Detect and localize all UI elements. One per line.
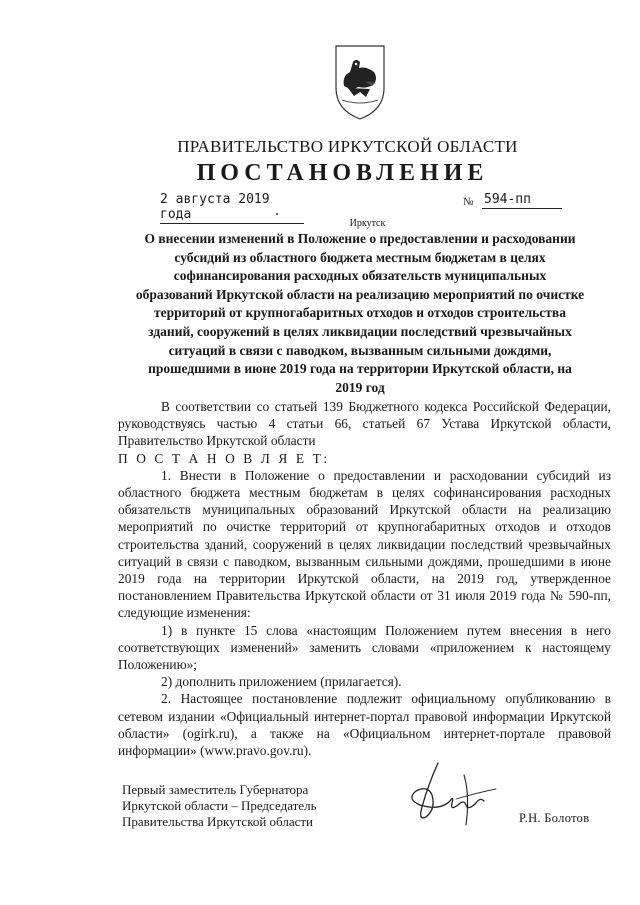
decree-word: П О С Т А Н О В Л Я Е Т: xyxy=(118,450,330,466)
signer-position-line: Правительства Иркутской области xyxy=(122,814,314,829)
speck xyxy=(276,213,278,215)
document-type-title: ПОСТАНОВЛЕНИЕ xyxy=(196,160,489,186)
government-title: ПРАВИТЕЛЬСТВО ИРКУТСКОЙ ОБЛАСТИ xyxy=(177,137,518,156)
item-1-1-paragraph: 1) в пункте 15 слова «настоящим Положением путем внесения в него соответствующих изменений» заменить словами «приложением к настоящему Положению»; xyxy=(118,622,611,673)
heading-line: образований Иркутской области на реализацию мероприятий по очистке xyxy=(135,286,585,302)
heading-line: прошедшими в июне 2019 года на территории Иркутской области, на xyxy=(148,361,572,377)
document-body xyxy=(118,398,611,759)
heading-line: субсидий из областного бюджета местным бюджетам в целях xyxy=(174,249,546,265)
signer-position-line: Первый заместитель Губернатора xyxy=(122,782,309,797)
heading-line: софинансирования расходных обязательств муниципальных xyxy=(173,268,547,284)
number-sign: № xyxy=(463,196,474,208)
heading-line: территорий от крупногабаритных отходов и отходов строительства xyxy=(154,305,566,321)
heading-line: 2019 год xyxy=(335,379,385,395)
signer-position xyxy=(122,782,317,830)
handwritten-signature xyxy=(380,755,530,830)
preamble-paragraph: В соответствии со статьей 139 Бюджетного кодекса Российской Федерации, руководствуясь частью 4 статьи 66, статьей 67 Устава Иркутской области, Правительство Иркутской области xyxy=(118,399,611,449)
heading-line: зданий, сооружений в целях ликвидации последствий чрезвычайных xyxy=(148,323,572,339)
heading-line: ситуаций в связи с паводком, вызванным сильными дождями, xyxy=(168,342,552,358)
coat-of-arms-emblem xyxy=(330,42,390,122)
heading-line: О внесении изменений в Положение о предоставлении и расходовании xyxy=(144,231,576,246)
document-number: 594-пп xyxy=(482,192,562,209)
document-heading xyxy=(118,230,602,397)
signer-position-line: Иркутской области – Председатель xyxy=(122,798,317,813)
item-2-paragraph: 2. Настоящее постановление подлежит официальному опубликованию в сетевом издании «Официальный интернет-портал правовой информации Иркутской области» (ogirk.ru), а также на «Официальном интернет-портале правовой информации» (www.pravo.gov.ru). xyxy=(118,691,611,759)
document-date: 2 августа 2019 года xyxy=(160,192,304,224)
item-1-2-paragraph: 2) дополнить приложением (прилагается). xyxy=(161,674,402,690)
signer-name: Р.Н. Болотов xyxy=(519,811,590,825)
city-label: Иркутск xyxy=(349,218,386,229)
item-1-paragraph: 1. Внести в Положение о предоставлении и расходовании субсидий из областного бюджета местным бюджетам в целях софинансирования расходных обязательств муниципальных образований Иркутской области на реализацию мероприятий по очистке территорий от крупногабаритных отходов и отходов строительства зданий, сооружений в целях ликвидации последствий чрезвычайных ситуаций в связи с паводком, вызванным сильными дождями, прошедшими в июне 2019 года на территории Иркутской области, на 2019 год, утвержденное постановлением Правительства Иркутской области от 31 июля 2019 года № 590-пп, следующие изменения: xyxy=(118,467,611,621)
